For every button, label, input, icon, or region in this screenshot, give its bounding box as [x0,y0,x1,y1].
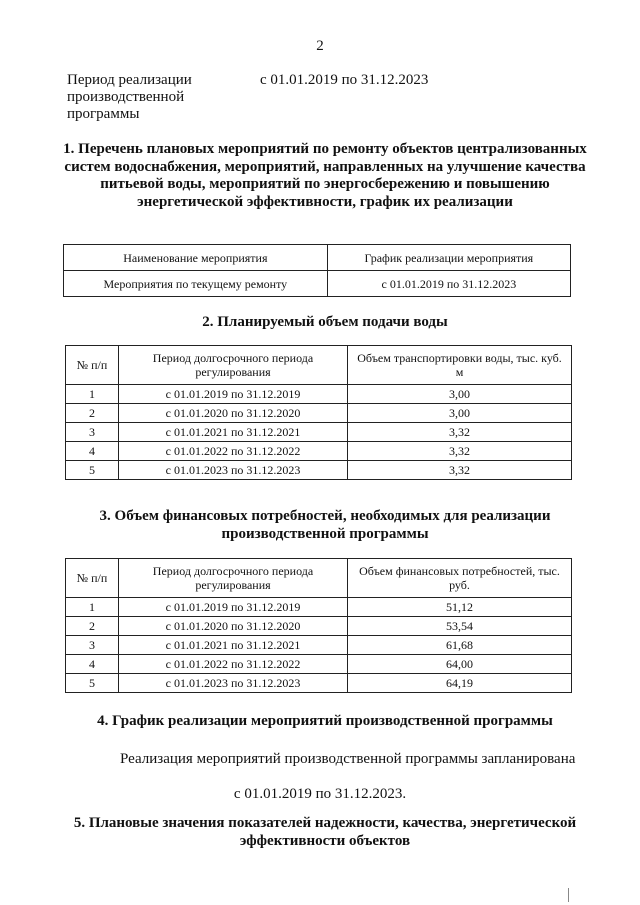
water-supply-table [65,345,572,480]
table-cell: 1 [66,385,119,404]
table-cell: с 01.01.2022 по 31.12.2022 [119,655,348,674]
table-cell: 3,32 [348,461,572,480]
column-header: График реализации мероприятия [327,245,570,271]
table-cell: 1 [66,598,119,617]
financial-needs-table [65,558,572,693]
section2-heading: 2. Планируемый объем подачи воды [202,314,448,330]
table-cell: с 01.01.2021 по 31.12.2021 [119,423,348,442]
table-cell: 64,00 [348,655,572,674]
table-cell: с 01.01.2023 по 31.12.2023 [119,674,348,693]
table-cell: 3,32 [348,442,572,461]
table-cell: 53,54 [348,617,572,636]
table-cell: 3,00 [348,404,572,423]
table-cell: 2 [66,404,119,423]
table-cell: с 01.01.2019 по 31.12.2019 [119,385,348,404]
column-header: Объем транспортировки воды, тыс. куб. м [348,346,572,385]
period-value: с 01.01.2019 по 31.12.2023 [260,72,429,88]
table-row [66,655,572,674]
table-row [66,617,572,636]
table-cell: 5 [66,674,119,693]
scan-margin-mark [568,888,569,902]
activities-table [63,244,571,297]
column-header: Период долгосрочного периода регулирования [119,559,348,598]
table-cell: 3 [66,636,119,655]
table-cell: 4 [66,442,119,461]
section1-heading: 1. Перечень плановых мероприятий по ремонту объектов централизованных систем водоснабжения, мероприятий, направленных на улучшение качества питьевой воды, мероприятий по энергосбережению и повышению энергетической эффективности, график их реализации [63,141,587,210]
table-row [66,442,572,461]
table-cell: с 01.01.2019 по 31.12.2023 [327,271,570,297]
table-row [66,385,572,404]
table-cell: 3,00 [348,385,572,404]
table-cell: с 01.01.2023 по 31.12.2023 [119,461,348,480]
table-header-row [66,346,572,385]
column-header: Период долгосрочного периода регулирования [119,346,348,385]
table-cell: 64,19 [348,674,572,693]
table-row [66,674,572,693]
table-row [66,423,572,442]
table-cell: 2 [66,617,119,636]
column-header: № п/п [66,346,119,385]
table-cell: 3 [66,423,119,442]
table-header-row [64,245,571,271]
section3-heading: 3. Объем финансовых потребностей, необходимых для реализации производственной программы [99,508,551,542]
column-header: № п/п [66,559,119,598]
period-label: Период реализации производственной программы [67,72,192,122]
table-cell: 51,12 [348,598,572,617]
table-cell: 5 [66,461,119,480]
table-row [66,404,572,423]
section4-heading: 4. График реализации мероприятий производственной программы [97,713,553,729]
table-cell: с 01.01.2020 по 31.12.2020 [119,404,348,423]
table-row [66,461,572,480]
table-row [64,271,571,297]
table-cell: с 01.01.2022 по 31.12.2022 [119,442,348,461]
table-header-row [66,559,572,598]
table-cell: 4 [66,655,119,674]
section5-heading: 5. Плановые значения показателей надежности, качества, энергетической эффективности объектов [73,815,577,849]
table-cell: Мероприятия по текущему ремонту [64,271,328,297]
table-cell: с 01.01.2021 по 31.12.2021 [119,636,348,655]
table-cell: 61,68 [348,636,572,655]
page-number: 2 [316,38,324,54]
table-cell: 3,32 [348,423,572,442]
table-cell: с 01.01.2020 по 31.12.2020 [119,617,348,636]
table-cell: с 01.01.2019 по 31.12.2019 [119,598,348,617]
section4-text-line2: с 01.01.2019 по 31.12.2023. [233,786,407,802]
section4-text-line1: Реализация мероприятий производственной программы запланирована [120,751,576,767]
column-header: Объем финансовых потребностей, тыс. руб. [348,559,572,598]
table-row [66,636,572,655]
table-row [66,598,572,617]
column-header: Наименование мероприятия [64,245,328,271]
